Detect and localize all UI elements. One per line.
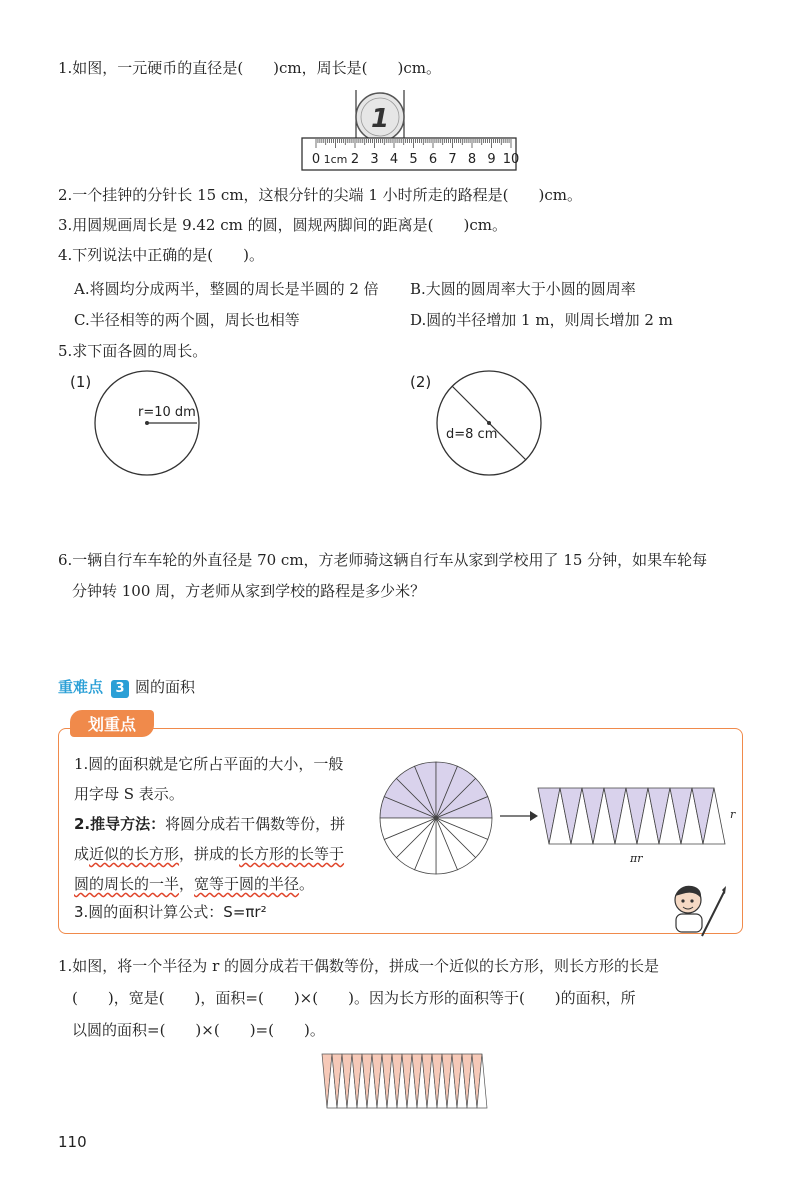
kp-point-1a: 1.圆的面积就是它所占平面的大小，一般 — [74, 755, 344, 773]
coin-digit: 1 — [370, 104, 390, 134]
question-4: 4.下列说法中正确的是( )。 — [58, 246, 265, 264]
section-header — [58, 676, 195, 698]
ruler-tick-label: 4 — [389, 152, 399, 167]
kp-point-1b: 用字母 S 表示。 — [74, 785, 184, 803]
kp-2c-emph-2: 宽等于圆的半径 — [194, 875, 300, 893]
circle-2-figure — [434, 368, 544, 478]
question-7-line-2: ( )，宽是( )，面积=( )×( )。因为长方形的面积等于( )的面积，所 — [72, 989, 636, 1007]
kp-point-2a — [74, 814, 345, 834]
question-6-line-2: 分钟转 100 周，方老师从家到学校的路程是多少米？ — [72, 582, 426, 600]
ruler-tick-label: 5 — [409, 152, 418, 167]
ruler-tick-label: 9 — [487, 152, 496, 167]
question-5: 5.求下面各圆的周长。 — [58, 342, 208, 360]
question-2: 2.一个挂钟的分针长 15 cm，这根分针的尖端 1 小时所走的路程是( )cm。 — [58, 186, 582, 204]
kp-2b-mid: ，拼成的 — [179, 845, 240, 863]
diameter-annotation: d=8 cm — [446, 427, 498, 442]
kp-2c-mid: ， — [179, 875, 195, 893]
section-title: 圆的面积 — [135, 678, 196, 696]
kp-2b-pre: 成 — [74, 845, 90, 863]
option-b: B.大圆的圆周率大于小圆的圆周率 — [410, 280, 636, 298]
ruler-tick-label: 6 — [428, 152, 438, 167]
kp-2c-emph-1: 圆的周长的一半 — [74, 875, 180, 893]
question-1: 1.如图，一元硬币的直径是( )cm，周长是( )cm。 — [58, 59, 441, 77]
ruler-tick-label: 8 — [467, 152, 477, 167]
kp-point-2b — [74, 844, 344, 864]
option-a: A.将圆均分成两半，整圆的周长是半圆的 2 倍 — [74, 280, 379, 298]
ruler-tick-label: 7 — [448, 152, 457, 167]
section-number: 3 — [111, 680, 129, 698]
kp-method-text: 将圆分成若干偶数等份，拼 — [165, 815, 346, 833]
option-d: D.圆的半径增加 1 m，则周长增加 2 m — [410, 311, 673, 329]
question-3: 3.用圆规画周长是 9.42 cm 的圆，圆规两脚间的距离是( )cm。 — [58, 216, 507, 234]
keypoints-tag: 划重点 — [70, 710, 154, 737]
approx-rectangle-figure — [318, 1050, 498, 1114]
student-mascot-icon — [662, 878, 726, 942]
question-7-line-3: 以圆的面积=( )×( )=( )。 — [72, 1021, 325, 1039]
rect-width-label: r — [730, 808, 736, 821]
question-7-line-1: 1.如图，将一个半径为 r 的圆分成若干偶数等份，拼成一个近似的长方形，则长方形的长是 — [58, 957, 660, 975]
kp-point-3: 3.圆的面积计算公式：S=πr² — [74, 903, 267, 921]
ruler-tick-label: 1cm — [323, 153, 348, 166]
kp-2c-end: 。 — [299, 875, 315, 893]
kp-method-label: 2.推导方法： — [74, 815, 166, 833]
divided-circle-figure — [376, 758, 496, 878]
rect-length-label: πr — [630, 852, 643, 865]
radius-annotation: r=10 dm — [138, 405, 196, 420]
option-c: C.半径相等的两个圆，周长也相等 — [74, 311, 300, 329]
ruler-tick-label: 0 — [311, 152, 321, 167]
page-number: 110 — [58, 1133, 87, 1151]
circle-1-label: (1) — [70, 373, 92, 391]
ruler-tick-label: 3 — [370, 152, 379, 167]
circle-2-label: (2) — [410, 373, 432, 391]
kp-2b-emph-1: 近似的长方形 — [89, 845, 180, 863]
kp-2b-emph-2: 长方形的长等于 — [239, 845, 345, 863]
kp-point-2c — [74, 874, 314, 894]
coin-ruler-figure — [300, 88, 530, 178]
ruler-tick-label: 2 — [350, 152, 360, 167]
section-prefix: 重难点 — [58, 678, 104, 696]
ruler-tick-label: 10 — [502, 152, 520, 167]
question-6-line-1: 6.一辆自行车车轮的外直径是 70 cm，方老师骑这辆自行车从家到学校用了 15 分钟，如果车轮每 — [58, 551, 708, 569]
rearranged-rectangle-figure — [534, 784, 734, 864]
circle-1-figure — [92, 368, 202, 478]
